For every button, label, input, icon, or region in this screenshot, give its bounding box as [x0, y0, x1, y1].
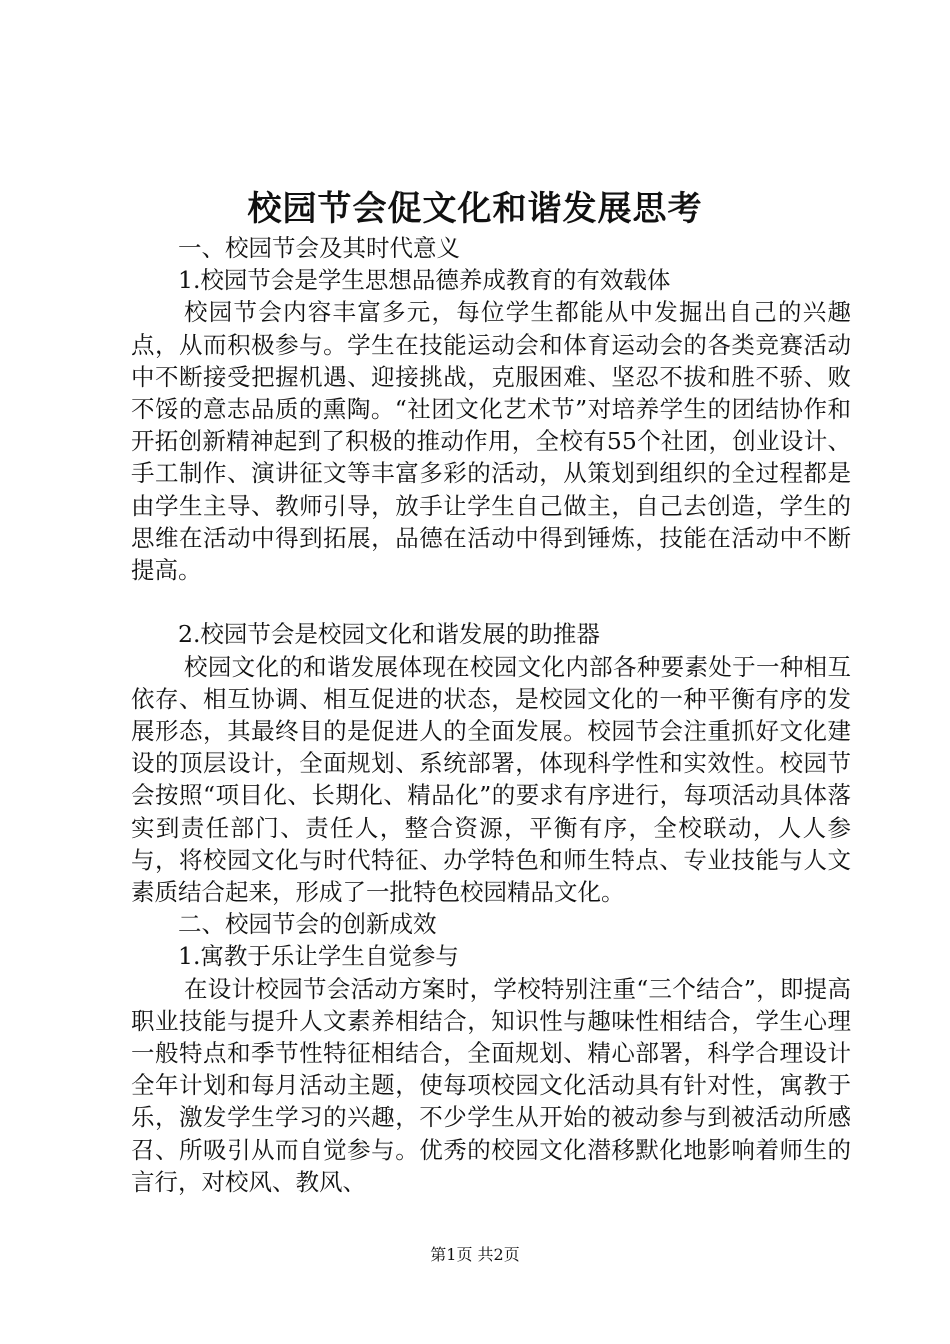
- paragraph-spacer: [131, 586, 851, 618]
- page-footer: 第1页 共2页: [430, 1245, 520, 1264]
- document-title: 校园节会促文化和谐发展思考: [247, 189, 703, 229]
- subsection-heading-1-2: 2.校园节会是校园文化和谐发展的助推器: [178, 620, 600, 649]
- section-heading-1: 一、校园节会及其时代意义: [178, 234, 460, 262]
- document-body: [131, 232, 851, 1198]
- subsection-heading-2-1: 1.寓教于乐让学生自觉参与: [178, 942, 459, 971]
- paragraph-2: 校园文化的和谐发展体现在校园文化内部各种要素处于一种相互依存、相互协调、相互促进的状态，是校园文化的一种平衡有序的发展形态，其最终目的是促进人的全面发展。校园节会注重抓好文化建设的顶层设计，全面规划、系统部署，体现科学性和实效性。校园节会按照“项目化、长期化、精品化”的要求有序进行，每项活动具体落实到责任部门、责任人，整合资源，平衡有序，全校联动，人人参与，将校园文化与时代特征、办学特色和师生特点、专业技能与人文素质结合起来，形成了一批特色校园精品文化。: [131, 652, 851, 907]
- section-heading-2: 二、校园节会的创新成效: [178, 910, 437, 939]
- subsection-heading-1-1: 1.校园节会是学生思想品德养成教育的有效载体: [178, 266, 671, 295]
- paragraph-1: 校园节会内容丰富多元，每位学生都能从中发掘出自己的兴趣点，从而积极参与。学生在技能运动会和体育运动会的各类竞赛活动中不断接受把握机遇、迎接挑战，克服困难、坚忍不拔和胜不骄、败不馁的意志品质的熏陶。“社团文化艺术节”对培养学生的团结协作和开拓创新精神起到了积极的推动作用，全校有55个社团，创业设计、手工制作、演讲征文等丰富多彩的活动，从策划到组织的全过程都是由学生主导、教师引导，放手让学生自己做主，自己去创造，学生的思维在活动中得到拓展，品德在活动中得到锤炼，技能在活动中不断提高。: [131, 298, 851, 585]
- paragraph-3: 在设计校园节会活动方案时，学校特别注重“三个结合”，即提高职业技能与提升人文素养相结合，知识性与趣味性相结合，学生心理一般特点和季节性特征相结合，全面规划、精心部署，科学合理设计全年计划和每月活动主题，使每项校园文化活动具有针对性，寓教于乐，激发学生学习的兴趣，不少学生从开始的被动参与到被活动所感召、所吸引从而自觉参与。优秀的校园文化潜移默化地影响着师生的言行，对校风、教风、: [131, 974, 851, 1196]
